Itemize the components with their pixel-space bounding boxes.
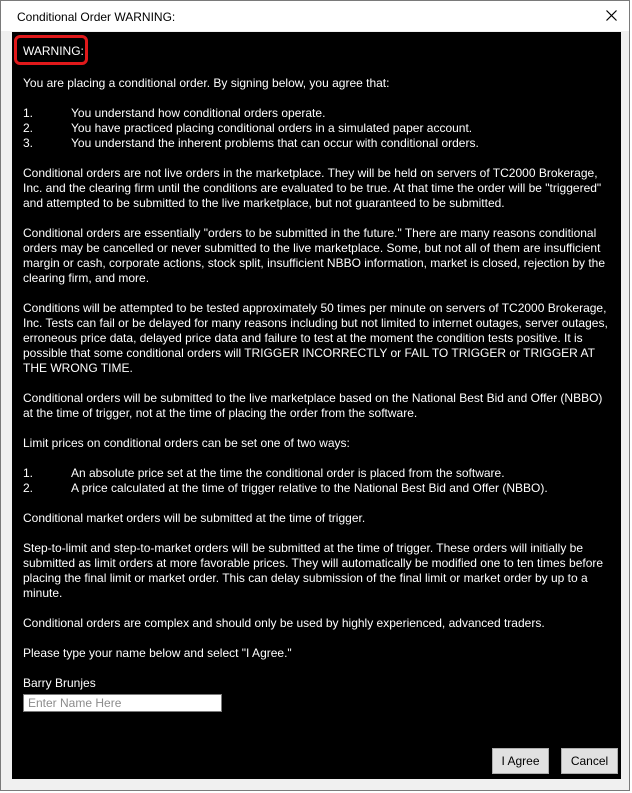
list-item-text: You understand the inherent problems that can occur with conditional orders.: [71, 136, 479, 150]
paragraph-limit-intro: Limit prices on conditional orders can be set one of two ways:: [23, 436, 350, 450]
cancel-button[interactable]: Cancel: [561, 748, 618, 774]
agreement-list: [23, 106, 615, 151]
warning-heading: WARNING:: [23, 44, 84, 58]
list-item: [23, 481, 615, 496]
intro-text: You are placing a conditional order. By signing below, you agree that:: [23, 76, 390, 90]
window-title: Conditional Order WARNING:: [17, 10, 176, 24]
list-item-number: 3.: [23, 136, 34, 150]
list-item-number: 1.: [23, 106, 34, 120]
list-item: [23, 106, 615, 121]
list-item-text: A price calculated at the time of trigger relative to the National Best Bid and Offer (NBBO).: [71, 481, 548, 495]
warning-body: [23, 76, 615, 676]
paragraph-step-orders: Step-to-limit and step-to-market orders will be submitted at the time of trigger. These orders will initially be submitted as limit orders at more favorable prices. They will automatically be modified one to ten times before placing the final limit or market order. This can delay submission of the final limit or market order by up to a minute.: [23, 541, 604, 600]
close-icon: [606, 10, 617, 21]
paragraph-complex: Conditional orders are complex and should only be used by highly experienced, advanced traders.: [23, 616, 545, 630]
title-bar[interactable]: [1, 1, 629, 31]
agree-button[interactable]: I Agree: [492, 748, 549, 774]
list-item-text: You understand how conditional orders operate.: [71, 106, 326, 120]
signer-name: Barry Brunjes: [23, 676, 96, 690]
list-item: [23, 136, 615, 151]
list-item-number: 2.: [23, 481, 34, 495]
name-input[interactable]: [23, 694, 222, 712]
list-item-number: 1.: [23, 466, 34, 480]
list-item: [23, 121, 615, 136]
list-item-text: An absolute price set at the time the conditional order is placed from the software.: [71, 466, 505, 480]
list-item-number: 2.: [23, 121, 34, 135]
list-item: [23, 466, 615, 481]
limit-price-list: [23, 466, 615, 496]
paragraph-future-orders: Conditional orders are essentially "orders to be submitted in the future." There are many reasons conditional orders may be cancelled or never submitted to the live marketplace. Some, but not all of them are insufficient margin or cash, corporate actions, stock split, insufficient NBBO information, market is closed, rejection by the clearing firm, and more.: [23, 226, 606, 285]
warning-panel: [12, 32, 621, 779]
paragraph-live-orders: Conditional orders are not live orders in the marketplace. They will be held on servers of TC2000 Brokerage, Inc. and the clearing firm until the conditions are evaluated to be true. At that time the order will be "triggered" and attempted to be submitted to the live marketplace, but not guaranteed to be submitted.: [23, 166, 602, 210]
paragraph-testing: Conditions will be attempted to be tested approximately 50 times per minute on servers of TC2000 Brokerage, Inc. Tests can fail or be delayed for many reasons including but not limited to internet outages, server outages, erroneous price data, delayed price data and failure to test at the moment the condition tests positive. It is possible that some conditional orders will TRIGGER INCORRECTLY or FAIL TO TRIGGER or TRIGGER AT THE WRONG TIME.: [23, 301, 608, 375]
paragraph-nbbo: Conditional orders will be submitted to the live marketplace based on the National Best Bid and Offer (NBBO) at the time of trigger, not at the time of placing the order from the software.: [23, 391, 603, 420]
paragraph-market-orders: Conditional market orders will be submitted at the time of trigger.: [23, 511, 366, 525]
paragraph-sign-instruction: Please type your name below and select "I Agree.": [23, 646, 292, 660]
list-item-text: You have practiced placing conditional orders in a simulated paper account.: [71, 121, 473, 135]
close-button[interactable]: [595, 1, 629, 31]
